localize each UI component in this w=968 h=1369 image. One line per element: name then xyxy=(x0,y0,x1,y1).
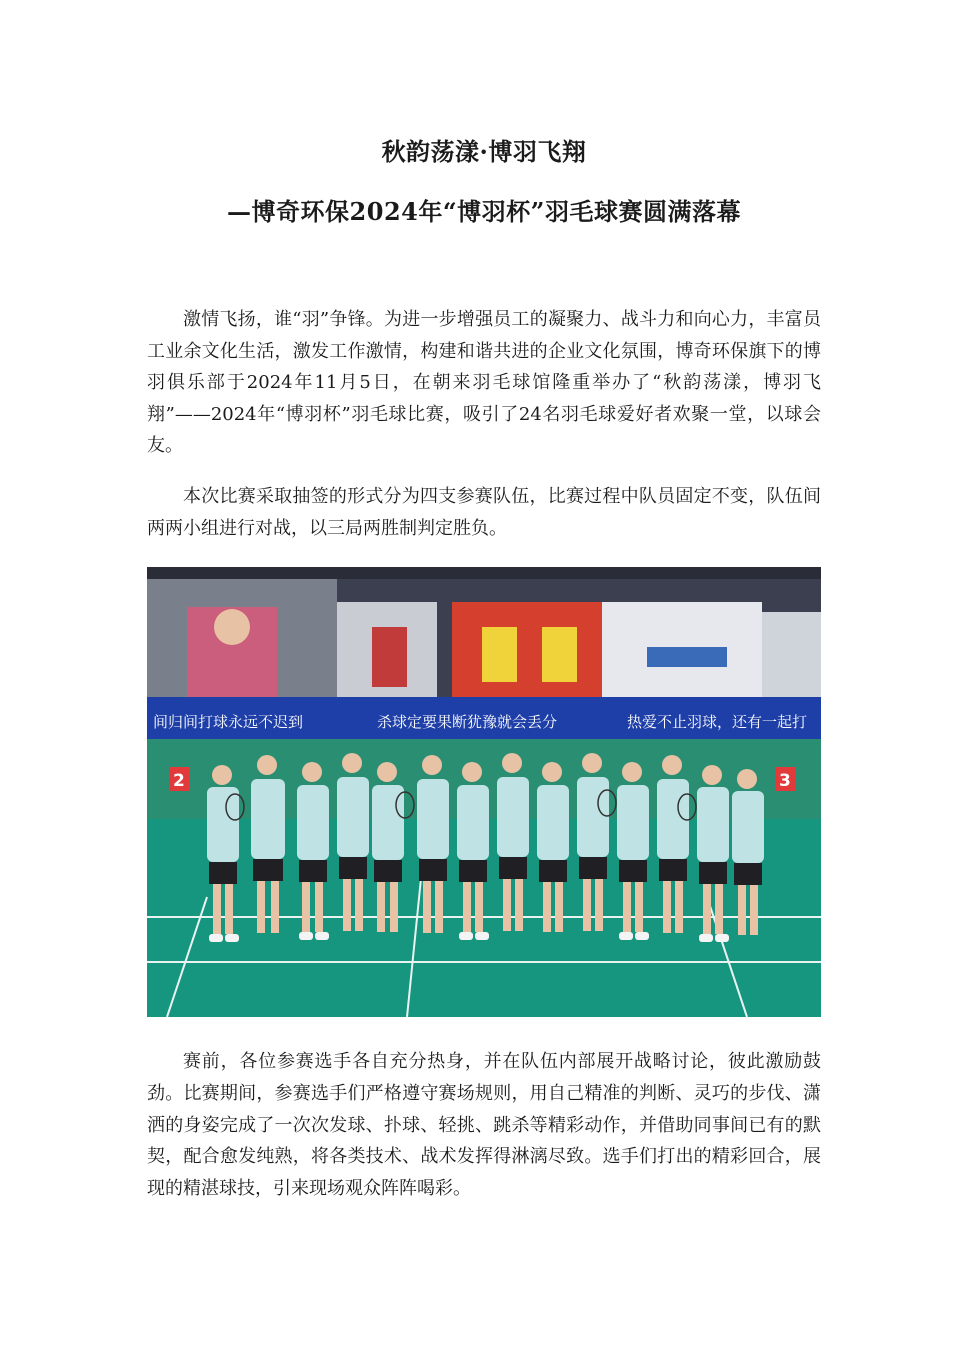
article-title: 秋韵荡漾·博羽飞翔 xyxy=(381,137,587,166)
banner-slogan-right: 热爱不止羽球，还有一起打 xyxy=(627,713,808,731)
team-photo-illustration xyxy=(147,567,821,1017)
paragraph-match: 赛前，各位参赛选手各自充分热身，并在队伍内部展开战略讨论，彼此激励鼓劲。比赛期间，参赛选手们严格遵守赛场规则，用自己精准的判断、灵巧的步伐、潇洒的身姿完成了一次次发球、扑球、轻挑、跳杀等精彩动作，并借助同事间已有的默契，配合愈发纯熟，将各类技术、战术发挥得淋漓尽致。选手们打出的精彩回合，展现的精湛球技，引来现场观众阵阵喝彩。 xyxy=(147,1051,821,1200)
banner-slogan-left: 间归间打球永远不迟到 xyxy=(153,713,304,731)
banner-slogan-middle: 杀球定要果断犹豫就会丢分 xyxy=(377,713,558,731)
team-photo xyxy=(147,567,821,1017)
court-number-left: 2 xyxy=(173,771,185,791)
article-subtitle: —博奇环保2024年“博羽杯”羽毛球赛圆满落幕 xyxy=(227,197,741,226)
paragraph-intro: 激情飞扬，谁“羽”争锋。为进一步增强员工的凝聚力、战斗力和向心力，丰富员工业余文化生活，激发工作激情，构建和谐共进的企业文化氛围，博奇环保旗下的博羽俱乐部于2024年11月5日，在朝来羽毛球馆隆重举办了“秋韵荡漾，博羽飞翔”——2024年“博羽杯”羽毛球比赛，吸引了24名羽毛球爱好者欢聚一堂，以球会友。 xyxy=(147,309,821,456)
court-number-right: 3 xyxy=(779,771,791,791)
paragraph-format: 本次比赛采取抽签的形式分为四支参赛队伍，比赛过程中队员固定不变，队伍间两两小组进行对战，以三局两胜制判定胜负。 xyxy=(147,486,821,539)
